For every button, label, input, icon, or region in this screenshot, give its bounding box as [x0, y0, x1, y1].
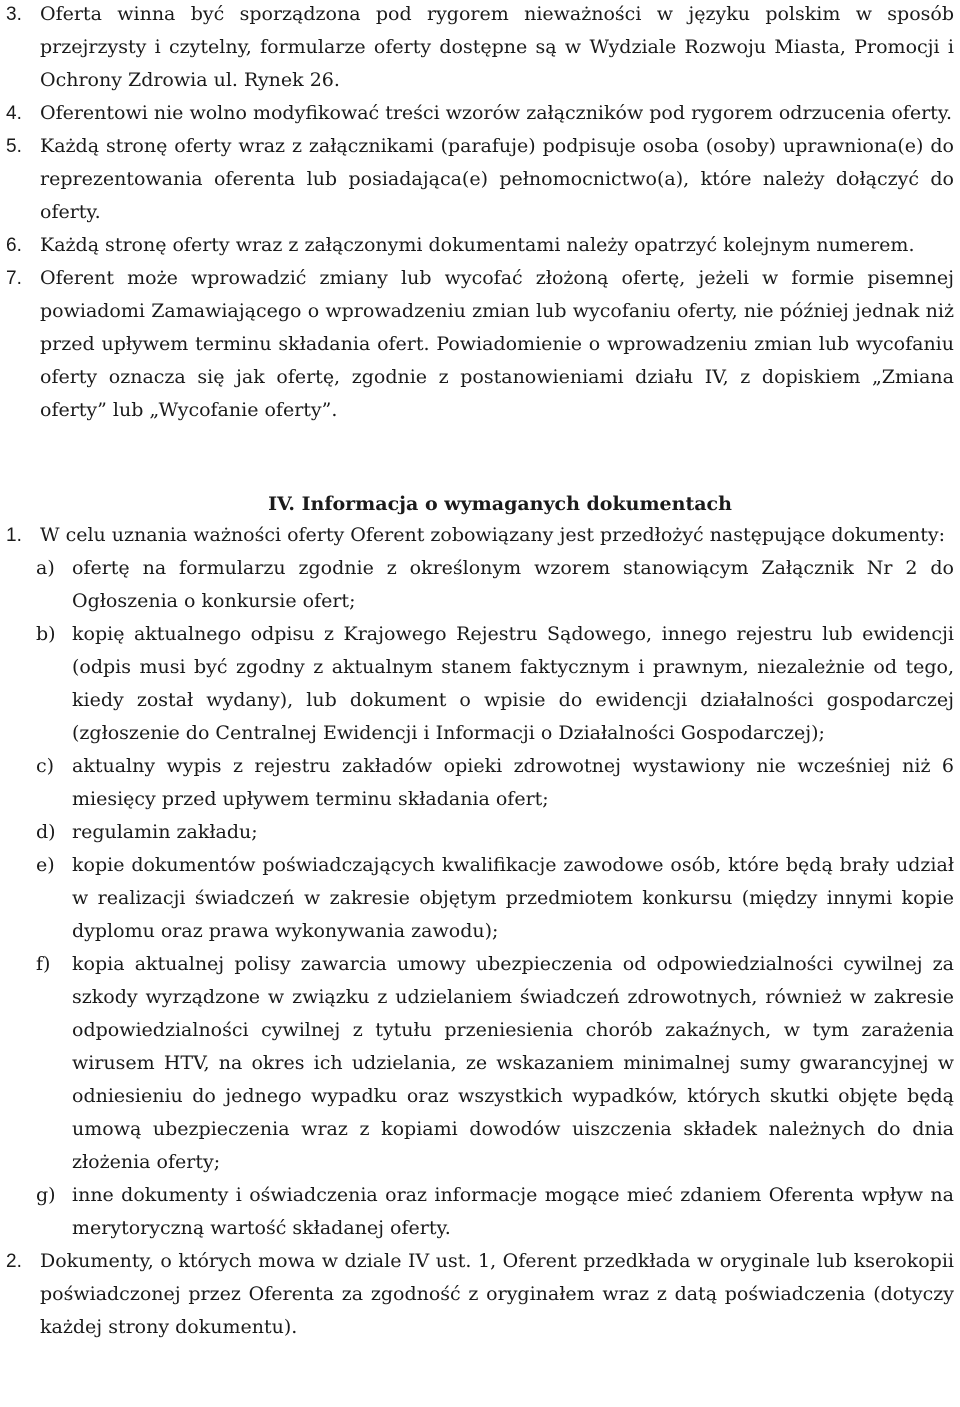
item-number: 4.	[6, 103, 22, 124]
sublist-container	[0, 552, 960, 1245]
section-title: Informacja o wymaganych dokumentach	[301, 493, 732, 515]
list-item	[0, 0, 960, 97]
offer-rules-list	[0, 0, 960, 427]
required-documents-list	[0, 519, 960, 1344]
sublist-item	[0, 816, 960, 849]
item-text: Oferta winna być sporządzona pod rygorem nieważności w języku polskim w sposób przejrzysty i czytelny, formularze oferty dostępne są w Wydziale Rozwoju Miasta, Promocji i Ochrony Zdrowia ul. Rynek 26.	[40, 3, 954, 91]
list-item	[0, 519, 960, 552]
sub-letter: e)	[36, 854, 55, 876]
item-number: 7.	[6, 268, 22, 289]
sub-text: kopię aktualnego odpisu z Krajowego Rejestru Sądowego, innego rejestru lub ewidencji (odpis musi być zgodny z aktualnym stanem faktycznym i prawnym, niezależnie od tego, kiedy został wydany), lub dokument o wpisie do ewidencji działalności gospodarczej (zgłoszenie do Centralnej Ewidencji i Informacji o Działalności Gospodarczej);	[72, 623, 954, 744]
list-item	[0, 262, 960, 427]
item-text: Oferent może wprowadzić zmiany lub wycofać złożoną ofertę, jeżeli w formie pisemnej powiadomi Zamawiającego o wprowadzeniu zmian lub wycofaniu oferty, nie później jednak niż przed upływem terminu składania ofert. Powiadomienie o wprowadzeniu zmian lub wycofaniu oferty oznacza się jak ofertę, zgodnie z postanowieniami działu IV, z dopiskiem „Zmiana oferty” lub „Wycofanie oferty”.	[40, 267, 954, 421]
sublist-item	[0, 948, 960, 1179]
sub-text: regulamin zakładu;	[72, 821, 258, 843]
list-item	[0, 97, 960, 130]
item-number: 6.	[6, 235, 22, 256]
sublist-item	[0, 618, 960, 750]
sublist-item	[0, 552, 960, 618]
section-heading	[0, 489, 960, 519]
sub-text: kopie dokumentów poświadczających kwalifikacje zawodowe osób, które będą brały udział w realizacji świadczeń w zakresie objętym przedmiotem konkursu (między innymi kopie dyplomu oraz prawa wykonywania zawodu);	[72, 854, 954, 942]
sub-letter: d)	[36, 821, 56, 843]
item-text: Każdą stronę oferty wraz z załącznikami (parafuje) podpisuje osoba (osoby) uprawniona(e) do reprezentowania oferenta lub posiadająca(e) pełnomocnictwo(a), które należy dołączyć do oferty.	[40, 135, 954, 223]
sub-letter: f)	[36, 953, 51, 975]
item-number: 2.	[6, 1251, 22, 1272]
document-sublist	[0, 552, 960, 1245]
sublist-item	[0, 1179, 960, 1245]
section-numeral: IV.	[268, 493, 295, 515]
sub-letter: c)	[36, 755, 55, 777]
item-number: 5.	[6, 136, 22, 157]
item-number: 1.	[6, 525, 22, 546]
item-text: Każdą stronę oferty wraz z załączonymi dokumentami należy opatrzyć kolejnym numerem.	[40, 234, 915, 256]
item-number: 3.	[6, 4, 22, 25]
item-text: Dokumenty, o których mowa w dziale IV ust. 1, Oferent przedkłada w oryginale lub kserokopii poświadczonej przez Oferenta za zgodność z oryginałem wraz z datą poświadczenia (dotyczy każdej strony dokumentu).	[40, 1250, 954, 1338]
sub-letter: a)	[36, 557, 55, 579]
sub-letter: g)	[36, 1184, 56, 1206]
sub-text: inne dokumenty i oświadczenia oraz informacje mogące mieć zdaniem Oferenta wpływ na merytoryczną wartość składanej oferty.	[72, 1184, 954, 1239]
sub-text: ofertę na formularzu zgodnie z określonym wzorem stanowiącym Załącznik Nr 2 do Ogłoszenia o konkursie ofert;	[72, 557, 954, 612]
item-text: W celu uznania ważności oferty Oferent zobowiązany jest przedłożyć następujące dokumenty:	[40, 524, 946, 546]
list-item	[0, 130, 960, 229]
sub-letter: b)	[36, 623, 56, 645]
item-text: Oferentowi nie wolno modyfikować treści wzorów załączników pod rygorem odrzucenia oferty.	[40, 102, 953, 124]
sublist-item	[0, 750, 960, 816]
list-item	[0, 1245, 960, 1344]
sub-text: kopia aktualnej polisy zawarcia umowy ubezpieczenia od odpowiedzialności cywilnej za szkody wyrządzone w związku z udzielaniem świadczeń zdrowotnych, również w zakresie odpowiedzialności cywilnej z tytułu przeniesienia chorób zakaźnych, w tym zarażenia wirusem HTV, na okres ich udzielania, ze wskazaniem minimalnej sumy gwarancyjnej w odniesieniu do jednego wypadku oraz wszystkich wypadków, których skutki objęte będą umową ubezpieczenia wraz z kopiami dowodów uiszczenia składek należnych do dnia złożenia oferty;	[72, 953, 954, 1173]
list-item	[0, 229, 960, 262]
sublist-item	[0, 849, 960, 948]
sub-text: aktualny wypis z rejestru zakładów opieki zdrowotnej wystawiony nie wcześniej niż 6 miesięcy przed upływem terminu składania ofert;	[72, 755, 954, 810]
